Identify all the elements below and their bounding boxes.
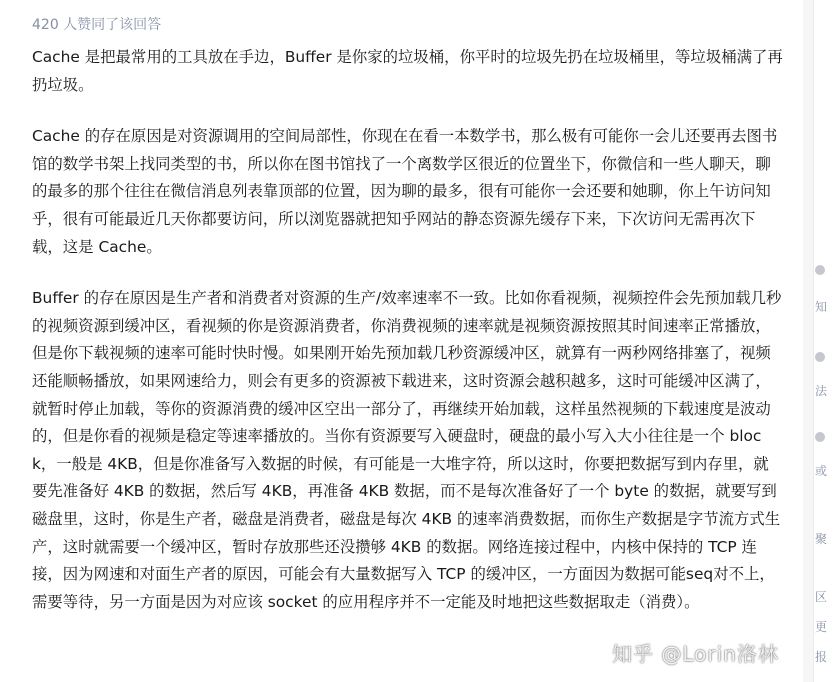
sidebar-fragment: 知 <box>815 300 828 314</box>
sidebar-fragment[interactable]: 更 <box>815 620 828 634</box>
sidebar-fragment: 或 <box>815 464 828 478</box>
sidebar-panel-edge <box>813 0 834 682</box>
answer-paragraph-1: Cache 是把最常用的工具放在手边，Buffer 是你家的垃圾桶，你平时的垃圾先扔在垃圾桶里，等垃圾桶满了再扔垃圾。 <box>32 48 783 94</box>
right-sidebar-edge <box>803 0 828 682</box>
upvote-count[interactable]: 420 人赞同了该回答 <box>32 17 162 33</box>
answer-paragraph-2: Cache 的存在原因是对资源调用的空间局部性，你现在在看一本数学书，那么极有可能你一会儿还要再去图书馆的数学书架上找同类型的书，所以你在图书馆找了一个离数学区很近的位置坐下，你微信和一些人聊天，聊的最多的那个往往在微信消息列表靠顶部的位置，因为聊的最多，很有可能你一会还要和她聊，你上午访问知乎，很有可能最近几天你都要访问，所以浏览器就把知乎网站的静态资源先缓存下来，下次访问无需再次下载，这是 Cache。 <box>32 127 778 256</box>
answer-content <box>32 44 784 640</box>
sidebar-bullet-icon <box>815 432 825 442</box>
answer-paragraph-3: Buffer 的存在原因是生产者和消费者对资源的生产/效率速率不一致。比如你看视频，视频控件会先预加载几秒的视频资源到缓冲区，看视频的你是资源消费者，你消费视频的速率就是视频资源按照其时间速率正常播放，但是你下载视频的速率可能时快时慢。如果刚开始先预加载几秒资源缓冲区，就算有一两秒网络排塞了，视频还能顺畅播放，如果网速给力，则会有更多的资源被下载进来，这时资源会越积越多，这时可能缓冲区满了，就暂时停止加载，等你的资源消费的缓冲区空出一部分了，再继续开始加载，这样虽然视频的下载速度是波动的，但是你看的视频是稳定等速率播放的。当你有资源要写入硬盘时，硬盘的最小写入大小往往是一个 block，一般是 4KB，但是你准备写入数据的时候，有可能是一大堆字符，所以这时，你要把数据写到内存里，就要先准备好 4KB 的数据，然后写 4KB，再准备 4KB 数据，而不是每次准备好了一个 byte 的数据，就要写到磁盘里，这时，你是生产者，磁盘是消费者，磁盘是每次 4KB 的速率消费数据，而你生产数据是字节流方式生产，这时就需要一个缓冲区，暂时存放那些还没攒够 4KB 的数据。网络连接过程中，内核中保持的 TCP 连接，因为网速和对面生产者的原因，可能会有大量数据写入 TCP 的缓冲区，一方面因为数据可能seq对不上，需要等待，另一方面是因为对应该 socket 的应用程序并不一定能及时地把这些数据取走（消费）。 <box>32 289 782 611</box>
zhihu-watermark: 知乎 @Lorin洛林 <box>612 642 779 666</box>
sidebar-bullet-icon <box>815 265 825 275</box>
sidebar-fragment[interactable]: 区 <box>815 590 828 604</box>
sidebar-bullet-icon <box>815 352 825 362</box>
sidebar-fragment[interactable]: 报 <box>815 650 828 664</box>
sidebar-fragment: 法 <box>815 384 828 398</box>
sidebar-fragment[interactable]: 聚 <box>815 532 828 546</box>
